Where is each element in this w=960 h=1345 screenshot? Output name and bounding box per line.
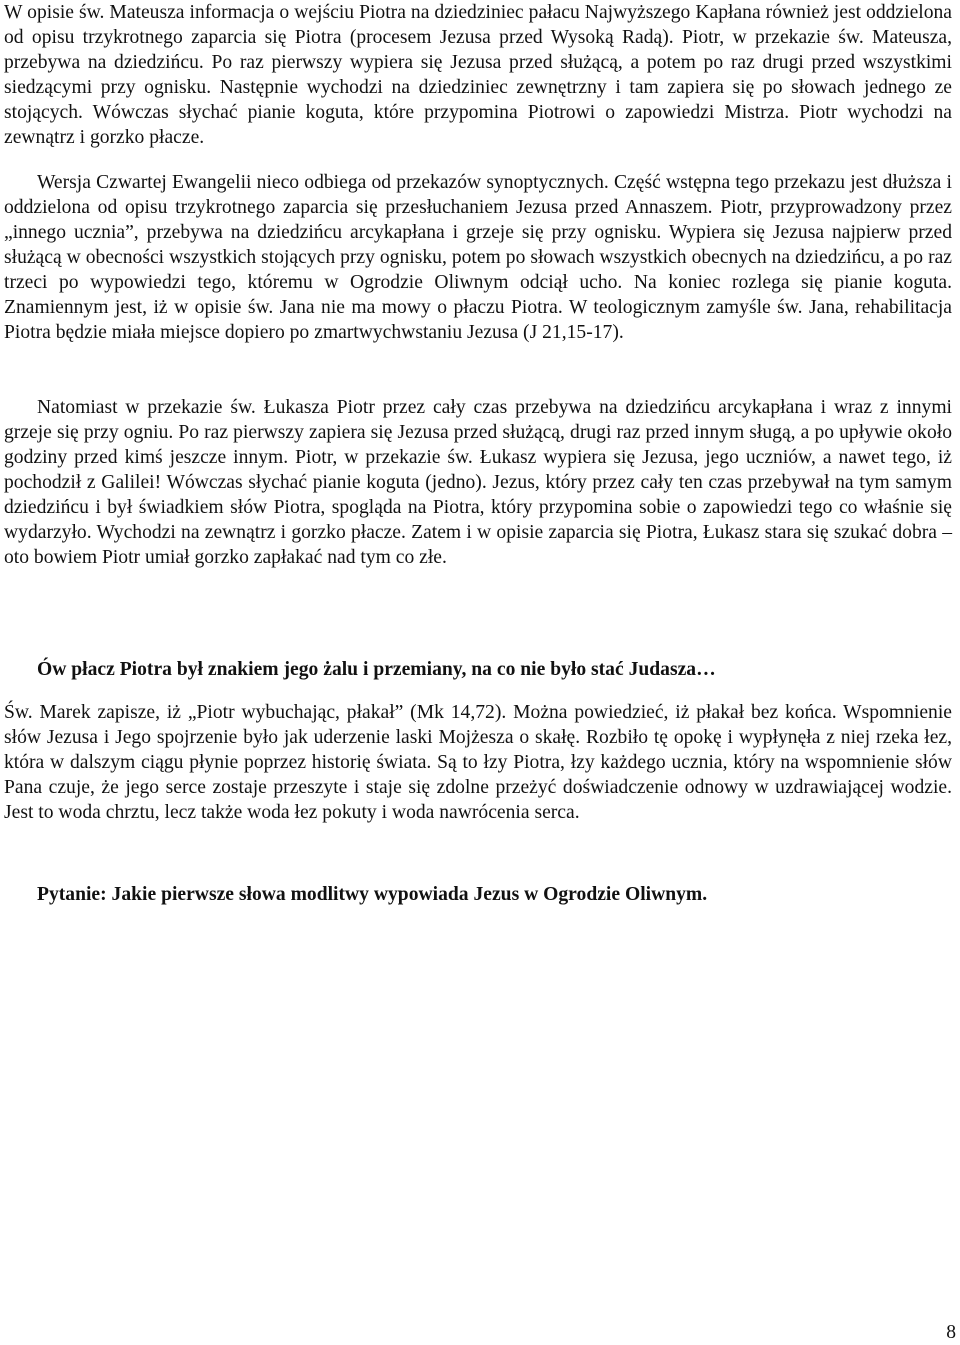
paragraph-john: Wersja Czwartej Ewangelii nieco odbiega od przekazów synoptycznych. Część wstępna tego przekazu jest dłuższa i oddzielona od opisu trzykrotnego zaparcia się przesłuchaniem Jezusa przed Annaszem. Piotr, przyprowadzony przez „innego ucznia”, przebywa na dziedzińcu arcykapłana i grzeje się przy ognisku. Wypiera się Jezusa najpierw przed służącą w obecności wszystkich stojących przy ognisku, potem po słowach wszystkich obecnych na dziedzińcu, a po raz trzeci po wypowiedzi tego, któremu w Ogrodzie Oliwnym odciął ucho. Na koniec rozlega się pianie koguta. Znamiennym jest, iż w opisie św. Jana nie ma mowy o płaczu Piotra. W teologicznym zamyśle św. Jana, rehabilitacja Piotra będzie miała miejsce dopiero po zmartwychwstaniu Jezusa (J 21,15-17). xyxy=(4,172,952,343)
paragraph-luke: Natomiast w przekazie św. Łukasza Piotr przez cały czas przebywa na dziedzińcu arcykapłana i wraz z innymi grzeje się przy ogniu. Po raz pierwszy zapiera się Jezusa przed służącą, drugi raz przed innym sługą, a po upływie około godziny przed kimś jeszcze innym. Piotr, w przekazie św. Łukasz wypiera się Jezusa, jego uczniów, a nawet tego, iż pochodził z Galilei! Wówczas słychać pianie koguta (jedno). Jezus, który przez cały ten czas przebywał na tym samym dziedzińcu i był świadkiem słów Piotra, spogląda na Piotra, który przypomina sobie o zapowiedzi tego co właśnie się wydarzyło. Wychodzi na zewnątrz i gorzko płacze. Zatem i w opisie zaparcia się Piotra, Łukasz stara się szukać dobra – oto bowiem Piotr umiał gorzko zapłakać nad tym co złe. xyxy=(4,397,952,568)
paragraph-mark: Św. Marek zapisze, iż „Piotr wybuchając, płakał” (Mk 14,72). Można powiedzieć, iż płakał bez końca. Wspomnienie słów Jezusa i Jego spojrzenie było jak uderzenie laski Mojżesza o skałę. Rozbiło tę opokę i wypłynęła z niej rzeka łez, która w dalszym ciągu płynie poprzez historię świata. Są to łzy Piotra, łzy każdego ucznia, który na wspomnienie słów Pana czuje, że jego serce zostaje przeszyte i staje się zdolne przeżyć doświadczenie odnowy w uzdrawiającej wodzie. Jest to woda chrztu, lecz także woda łez pokuty i woda nawrócenia serca. xyxy=(4,702,952,823)
paragraph-matthew: W opisie św. Mateusza informacja o wejściu Piotra na dziedziniec pałacu Najwyższego Kapłana również jest oddzielona od opisu trzykrotnego zaparcia się Piotra (procesem Jezusa przed Wysoką Radą). Piotr, w przekazie św. Mateusza, przebywa na dziedzińcu. Po raz pierwszy wypiera się Jezusa przed służącą, a potem po raz drugi przed wszystkimi siedzącymi przy ognisku. Następnie wychodzi na dziedziniec zewnętrzny i tam zapiera się po słowach jednego ze stojących. Wówczas słychać pianie koguta, które przypomina Piotrowi o zapowiedzi Mistrza. Piotr wychodzi na zewnątrz i gorzko płacze. xyxy=(4,2,952,148)
section-heading: Ów płacz Piotra był znakiem jego żalu i przemiany, na co nie było stać Judasza… xyxy=(37,659,716,680)
page-number: 8 xyxy=(946,1322,956,1343)
question-text: Pytanie: Jakie pierwsze słowa modlitwy wypowiada Jezus w Ogrodzie Oliwnym. xyxy=(37,884,708,905)
